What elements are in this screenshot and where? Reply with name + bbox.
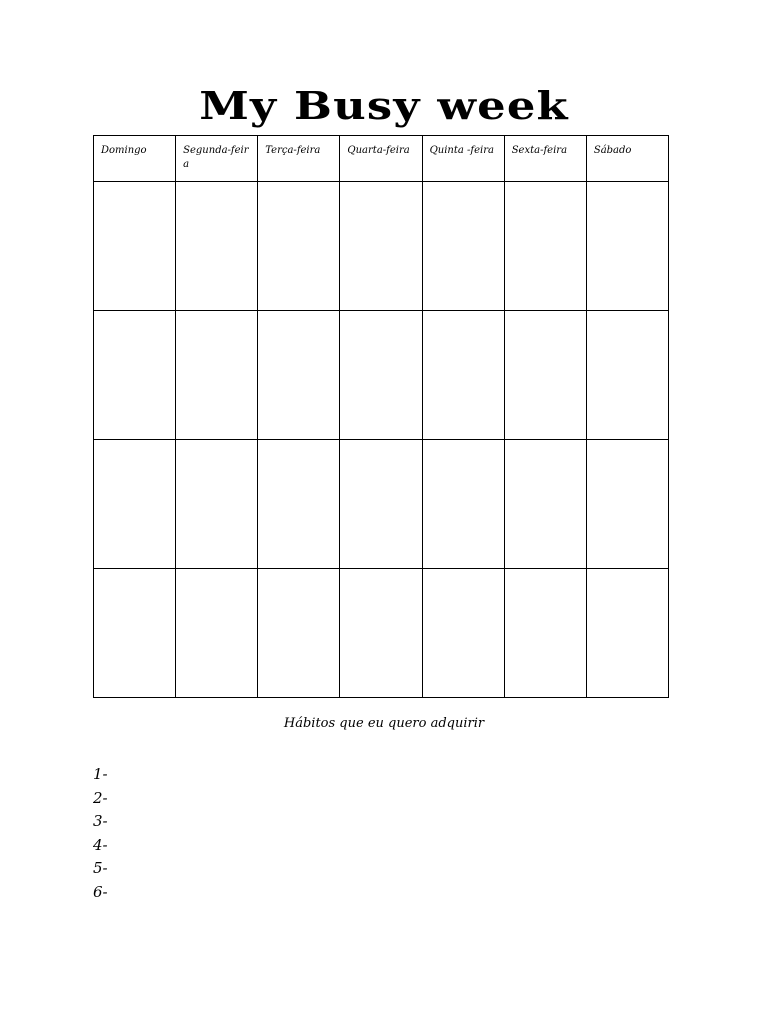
day-header-sexta: Sexta-feira xyxy=(504,136,586,182)
table-cell xyxy=(504,182,586,311)
table-cell xyxy=(176,182,258,311)
list-item: 6- xyxy=(93,882,108,901)
table-cell xyxy=(340,311,422,440)
table-header-row xyxy=(94,136,669,182)
day-header-quinta: Quinta -feira xyxy=(422,136,504,182)
table-cell xyxy=(586,311,668,440)
table-cell xyxy=(586,569,668,698)
day-header-quarta: Quarta-feira xyxy=(340,136,422,182)
table-cell xyxy=(340,569,422,698)
table-cell xyxy=(258,311,340,440)
table-cell xyxy=(504,569,586,698)
table-cell xyxy=(176,569,258,698)
table-cell xyxy=(422,569,504,698)
table-cell xyxy=(586,182,668,311)
table-cell xyxy=(94,569,176,698)
table-cell xyxy=(504,311,586,440)
table-row xyxy=(94,440,669,569)
table-cell xyxy=(94,182,176,311)
table-row xyxy=(94,311,669,440)
day-header-segunda: Segunda-feira xyxy=(176,136,258,182)
table-cell xyxy=(258,440,340,569)
table-cell xyxy=(422,440,504,569)
page-title: My Busy week xyxy=(199,83,569,128)
habits-list xyxy=(93,764,108,905)
table-row xyxy=(94,569,669,698)
list-item: 2- xyxy=(93,788,108,807)
list-item: 4- xyxy=(93,835,108,854)
day-header-domingo: Domingo xyxy=(94,136,176,182)
weekly-planner-table xyxy=(93,135,669,698)
list-item: 5- xyxy=(93,859,108,877)
table-cell xyxy=(176,311,258,440)
table-cell xyxy=(176,440,258,569)
table-cell xyxy=(504,440,586,569)
habits-heading: Hábitos que eu quero adquirir xyxy=(283,716,485,731)
table-cell xyxy=(94,311,176,440)
table-cell xyxy=(586,440,668,569)
day-header-sabado: Sábado xyxy=(586,136,668,182)
table-cell xyxy=(422,182,504,311)
table-row xyxy=(94,182,669,311)
table-cell xyxy=(258,182,340,311)
table-cell xyxy=(340,182,422,311)
table-cell xyxy=(258,569,340,698)
list-item: 1- xyxy=(93,765,108,783)
list-item: 3- xyxy=(93,812,108,830)
day-header-terca: Terça-feira xyxy=(258,136,340,182)
table-cell xyxy=(94,440,176,569)
table-cell xyxy=(422,311,504,440)
table-cell xyxy=(340,440,422,569)
